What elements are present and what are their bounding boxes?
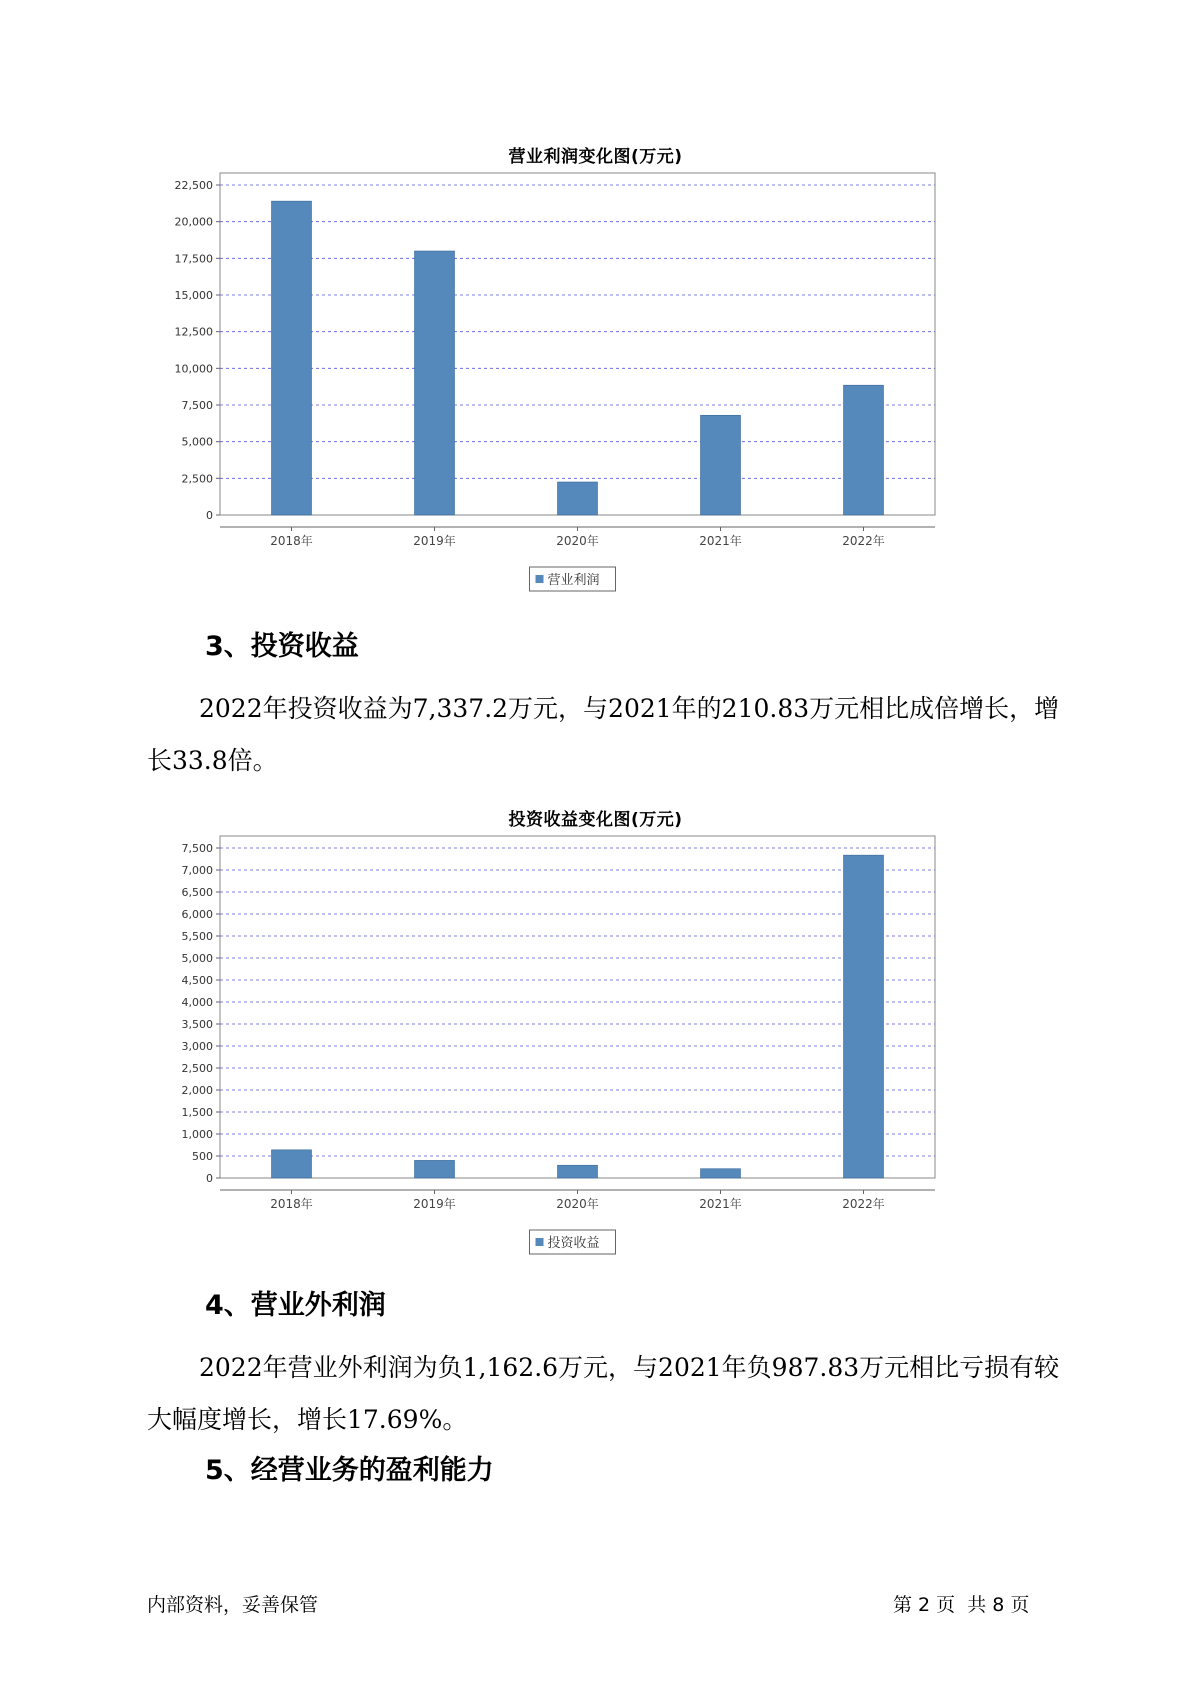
y-tick-label: 2,500 [181,472,213,486]
paragraph-investment-income: 2022年投资收益为7,337.2万元，与2021年的210.83万元相比成倍增长，增长33.8倍。 [147,694,1060,775]
footer-page-number: 第 2 页 共 8 页 [893,1594,1030,1616]
x-tick-label: 2020年 [556,1197,599,1211]
y-tick-label: 4,500 [181,974,213,987]
x-tick-label: 2022年 [842,534,885,548]
plot-frame [220,173,935,515]
y-tick-label: 2,500 [181,1062,213,1075]
y-tick-label: 6,000 [181,908,213,921]
y-tick-label: 17,500 [174,252,213,266]
bar [415,251,455,515]
legend-swatch [536,1238,544,1246]
bar [844,385,884,515]
y-tick-label: 3,000 [181,1040,213,1053]
bar [701,1169,741,1178]
y-tick-label: 22,500 [174,179,213,192]
chart-title-investment-income: 投资收益变化图(万元) [508,810,683,830]
chart-investment-income [150,828,1030,1258]
x-tick-label: 2018年 [270,534,313,548]
y-tick-label: 1,500 [181,1106,213,1119]
x-tick-label: 2022年 [842,1197,885,1211]
y-tick-label: 7,500 [181,399,213,412]
y-tick-label: 500 [192,1150,213,1163]
legend-label: 投资收益 [547,1236,600,1251]
y-tick-label: 7,500 [181,842,213,855]
x-tick-label: 2019年 [413,534,456,548]
x-tick-label: 2019年 [413,1197,456,1211]
bar [272,1150,312,1178]
chart-operating-profit [150,165,1030,595]
paragraph-non-operating-profit: 2022年营业外利润为负1,162.6万元，与2021年负987.83万元相比亏损有较大幅度增长，增长17.69%。 [147,1353,1060,1434]
bar [558,1165,598,1178]
chart-title-operating-profit: 营业利润变化图(万元) [508,147,683,167]
y-tick-label: 2,000 [181,1084,213,1097]
y-tick-label: 3,500 [181,1018,213,1031]
y-tick-label: 5,000 [181,952,213,965]
y-tick-label: 20,000 [174,215,213,229]
x-tick-label: 2021年 [699,534,742,548]
y-tick-label: 1,000 [181,1128,213,1141]
x-tick-label: 2021年 [699,1197,742,1211]
x-tick-label: 2020年 [556,534,599,548]
y-tick-label: 4,000 [181,996,213,1009]
y-tick-label: 15,000 [174,289,213,302]
y-tick-label: 0 [206,509,213,522]
bar [272,201,312,515]
plot-frame [220,836,935,1178]
section-heading-operating-profitability: 5、经营业务的盈利能力 [205,1455,494,1486]
legend-label: 营业利润 [547,573,600,588]
x-tick-label: 2018年 [270,1197,313,1211]
section-heading-investment-income: 3、投资收益 [205,631,359,662]
y-tick-label: 7,000 [181,864,213,877]
bar [558,482,598,515]
section-heading-non-operating-profit: 4、营业外利润 [205,1290,386,1321]
y-tick-label: 6,500 [181,886,213,899]
y-tick-label: 5,500 [181,930,213,943]
y-tick-label: 12,500 [174,325,213,339]
bar [701,415,741,515]
y-tick-label: 10,000 [174,362,213,376]
footer-confidential-note: 内部资料，妥善保管 [147,1594,319,1616]
y-tick-label: 0 [206,1172,213,1185]
bar [844,855,884,1178]
bar [415,1160,455,1178]
y-tick-label: 5,000 [181,435,213,449]
legend-swatch [536,575,544,583]
